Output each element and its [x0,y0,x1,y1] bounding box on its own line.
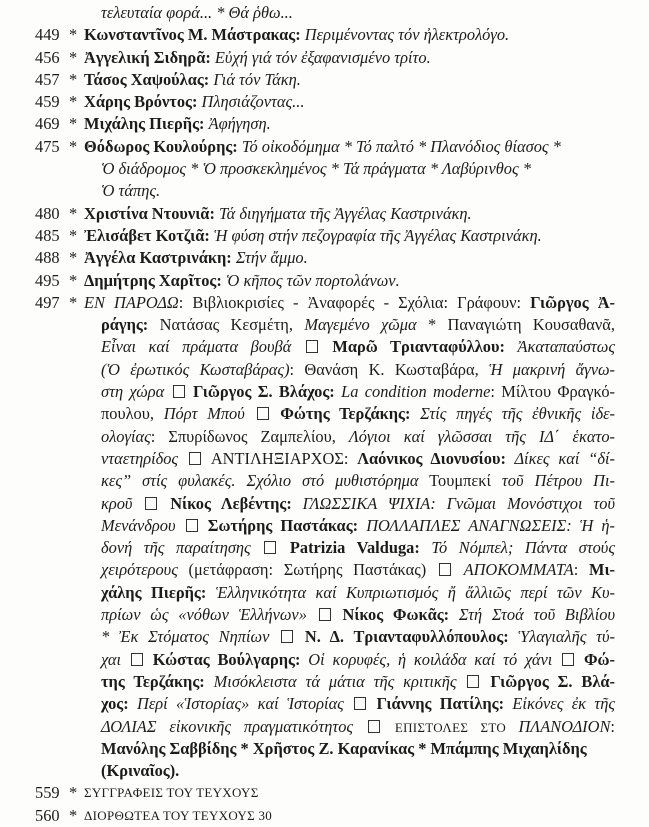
text-segment: Πόρτ Μπού [163,404,245,424]
separator-star: * [69,203,78,223]
author-name: Λαόνικος Διονυσίου: [357,448,506,468]
entry-title: Ὁ κῆπος τῶν πορτολάνων. [225,270,400,290]
author-name: Γιάννης Πατίλης: [376,694,505,714]
entry-title-continuation: Ὁ διάδρομος * Ὁ προσκεκλημένος * Τά πράγματα * Λαβύρινθος * [101,159,531,179]
text-segment: Τό Νόμπελ; Πάντα στούς [419,538,615,558]
text-segment: στη χώρα [101,382,165,402]
text-segment: Ἑλληνικότητα καί Κυπριωτισμός ἤ ἄλλιῶς περί τῶν Κυ- [206,582,615,602]
text-segment: La condition moderne [334,382,491,402]
text-segment: Εἶναι καί πράματα βουβά [101,337,292,357]
author-name: χάλης Πιερῆς: [101,582,207,602]
en-parodo-text [101,604,615,626]
author-name: Φώτης Τερζάκης: [280,404,411,424]
page-number: 449 [35,25,60,45]
section-divider-box-icon [189,452,201,465]
entry-text [84,113,271,135]
toc-entry-continuation [0,180,649,202]
toc-entry [0,782,649,804]
text-segment: Στή Στοά τοῦ Βιβλίου [449,605,615,625]
text-segment: ΑΝΤΙΛΗΞΙΑΡΧΟΣ: [210,448,358,468]
entry-author: Ἀγγέλα Καστρινάκη: [84,248,232,268]
entry-text [84,136,561,158]
en-parodo-text [101,716,615,739]
lead-fragment: τελευταία φορά... * Θά ῥθω... [101,3,293,22]
separator-star: * [69,114,78,134]
en-parodo-line [0,359,649,381]
text-segment: Στίς πηγές τῆς ἐθνικῆς ἰδε- [410,404,616,424]
en-parodo-text [101,582,615,604]
entry-author: Ἐλισάβετ Κοτζιᾶ: [84,225,210,245]
author-name: Ν. Δ. Τριανταφυλλόπουλος: [304,627,509,647]
en-parodo-line [0,559,649,581]
en-parodo-line [0,403,649,425]
section-divider-box-icon [354,697,366,710]
en-parodo-line [0,760,649,782]
separator-star: * [69,783,78,803]
section-divider-box-icon [131,653,143,666]
en-parodo-line [0,582,649,604]
entry-text [84,270,400,292]
en-parodo-text [101,559,615,581]
section-divider-box-icon [145,497,157,510]
en-parodo-text [101,671,615,693]
en-parodo-line [0,292,649,314]
text-segment: ΕΝ ΠΑΡΟΔΩ [84,292,179,312]
en-parodo-section [0,292,649,783]
text-segment: : Βιβλιοκρισίες - Ἀναφορές - Σχόλια: Γράφουν: [178,292,531,312]
page-number: 480 [35,203,60,223]
section-divider-box-icon [257,407,269,420]
toc-entry [0,203,649,225]
text-segment: : [573,560,589,580]
entry-title: Στήν ἄμμο. [235,248,308,268]
separator-star: * [69,47,78,67]
entry-text [84,247,308,269]
en-parodo-text [101,626,615,648]
author-name: Patrizia Valduga: [289,538,420,558]
entry-text [84,47,431,69]
text-segment: Εἰκόνες ἐκ τῆς [504,694,616,714]
author-name: Γιῶργος Σ. Βλάχος: [192,382,335,402]
page-number: 497 [35,292,60,312]
en-parodo-line [0,470,649,492]
entry-title: Πλησιάζοντας... [201,92,305,112]
entry-author: Κωνσταντῖνος Μ. Μάστρακας: [84,25,301,45]
section-divider-box-icon [319,608,331,621]
text-segment: : Θανάση Κ. Κωσταβάρα, [289,359,489,379]
author-name: Γιῶργος Ἀ- [530,292,616,312]
page-number: 456 [35,47,60,67]
text-segment: : Σπυρίδωνος Ζαμπελίου, [150,426,349,446]
entry-title: Περιμένοντας τόν ἠλεκτρολόγο. [304,25,510,45]
text-segment: τοῦ Πέτρου Πι- [501,471,615,491]
entry-title: ΔΙΟΡΘΩΤΕΑ ΤΟΥ ΤΕΥΧΟΥΣ 30 [84,807,273,823]
en-parodo-text [101,336,615,358]
author-name: Φώ- [583,649,615,669]
separator-star: * [69,248,78,268]
en-parodo-text [101,403,615,425]
author-name: (Κριναῖος). [101,761,180,781]
en-parodo-line [0,604,649,626]
entry-title: Ἡ φύση στήν πεζογραφία τῆς Ἀγγέλας Καστρινάκη. [213,225,542,245]
en-parodo-line [0,493,649,515]
page-number: 469 [35,114,60,134]
section-divider-box-icon [368,720,380,733]
en-parodo-text [101,381,615,403]
en-parodo-line [0,336,649,358]
page-number: 457 [35,69,60,89]
toc-entry [0,247,649,269]
en-parodo-text [101,760,615,782]
separator-star: * [69,25,78,45]
en-parodo-line [0,381,649,403]
entry-title: Ἀφήγηση. [208,114,271,134]
author-name: Νίκος Λεβέντης: [170,493,292,513]
toc-entries [0,24,649,292]
en-parodo-text [101,537,615,559]
text-segment: Νατάσας Κεσμέτη, [148,315,305,335]
closing-entries [0,782,649,827]
entry-title: Γιά τόν Τάκη. [213,69,301,89]
author-name: Γιῶργος Σ. Βλά- [490,671,615,691]
en-parodo-text [101,359,615,381]
page-number: 475 [35,136,60,156]
text-segment: νταετηρίδος [101,448,179,468]
entry-author: Δημήτρης Χαρῖτος: [84,270,222,290]
section-divider-box-icon [264,541,276,554]
en-parodo-text [101,426,615,448]
text-segment: Δίκες καί “δί- [505,448,615,468]
author-name: ράγης: [101,315,149,335]
en-parodo-text [101,649,615,671]
author-name: Σωτήρης Παστάκας: [207,515,359,535]
separator-star: * [69,69,78,89]
entry-author: Μιχάλης Πιερῆς: [84,114,205,134]
entry-text [84,225,542,247]
entry-text [84,24,509,46]
text-segment: ΕΠΙΣΤΟΛΕΣ ΣΤΟ [394,719,519,735]
toc-entry-continuation [0,158,649,180]
text-segment: (μετάφραση: Σωτήρης Παστάκας) [177,560,427,580]
text-segment: κροῦ [101,493,133,513]
en-parodo-line [0,626,649,648]
page-number: 495 [35,270,60,290]
text-segment: Τουμπεκί [418,471,502,491]
entry-author: Χάρης Βρόντος: [84,92,198,112]
text-segment: Μαγεμένο χῶμα [304,315,417,335]
en-parodo-text [101,470,615,492]
text-segment: ΑΠΟΚΟΜΜΑΤΑ [463,560,574,580]
text-segment: χειρότερους [101,560,178,580]
en-parodo-line [0,738,649,760]
lead-fragment-line [0,2,649,24]
text-segment: Ἀκαταπαύστως [504,337,615,357]
entry-title: Τά διηγήματα τῆς Ἀγγέλας Καστρινάκη. [219,203,472,223]
section-divider-box-icon [281,630,293,643]
en-parodo-line [0,537,649,559]
en-parodo-line [0,693,649,715]
en-parodo-line [0,649,649,671]
text-segment: χαι [101,649,122,669]
toc-entry [0,113,649,135]
author-name: Μαρῶ Τριανταφύλλου: [332,337,505,357]
section-divider-box-icon [467,675,479,688]
separator-star: * [69,92,78,112]
entry-text [84,91,304,113]
entry-title: Τό οἰκοδόμημα * Τό παλτό * Πλανόδιος θίασος * [241,136,561,156]
text-segment: ΠΛΑΝΟΔΙΟΝ [518,716,611,736]
text-segment: Περί «Ἱστορίας» καί Ἱστορίας [128,694,344,714]
toc-entry [0,136,649,158]
entry-title: ΣΥΓΓΡΑΦΕΙΣ ΤΟΥ ΤΕΥΧΟΥΣ [84,785,259,801]
entry-text [84,69,301,91]
en-parodo-text [101,448,615,470]
text-segment: : Μίλτου Φραγκό- [490,382,616,402]
author-name: χος: [101,694,129,714]
section-divider-box-icon [306,340,318,353]
entry-text [84,203,472,225]
separator-star: * [69,805,78,825]
en-parodo-line [0,515,649,537]
text-segment: ΓΛΩΣΣΙΚΑ ΨΙΧΙΑ: Γνῶμαι Μονόστιχοι τοῦ [291,493,615,513]
entry-author: Θόδωρος Κουλούρης: [84,136,238,156]
en-parodo-line [0,448,649,470]
en-parodo-text [101,738,615,760]
toc-entry [0,225,649,247]
toc-entry [0,24,649,46]
author-name: Κώστας Βούλγαρης: [152,649,301,669]
page-number: 560 [35,805,60,825]
en-parodo-text [101,314,615,336]
section-divider-box-icon [439,563,451,576]
separator-star: * [69,136,78,156]
text-segment: (Ὁ ἐρωτικός Κωσταβάρας) [101,359,290,379]
text-segment: Μισόκλειστα τά μάτια τῆς κριτικῆς [204,671,457,691]
entry-title: Εὐχή γιά τόν ἐξαφανισμένο τρίτο. [214,47,431,67]
separator-star: * [69,225,78,245]
text-segment: ολογίας [101,426,151,446]
entry-title-continuation: Ὁ τάπης. [101,181,161,201]
toc-entry [0,91,649,113]
en-parodo-text [84,292,615,314]
toc-entry [0,805,649,827]
text-segment: Ὑλαγιαλῆς τύ- [508,627,615,647]
text-segment: Λόγιοι καί γλῶσσαι τῆς ΙΔ΄ ἑκατο- [348,426,615,446]
page-number: 488 [35,248,60,268]
text-segment: * Παναγιώτη Κουσαθανᾶ, [416,315,615,335]
text-segment: πουλου, [101,404,164,424]
table-of-contents [0,2,649,827]
section-divider-box-icon [173,385,185,398]
author-name: Νίκος Φωκᾶς: [342,605,450,625]
text-segment: πρίων ὡς «νόθων Ἑλλήνων» [101,605,307,625]
text-segment: δονή τῆς παραίτησης [101,538,251,558]
en-parodo-line [0,671,649,693]
text-segment: Οἱ κορυφές, ἡ κοιλάδα καί τό χάνι [300,649,553,669]
page-number: 485 [35,225,60,245]
separator-star: * [69,292,78,312]
section-divider-box-icon [186,519,198,532]
toc-entry [0,47,649,69]
text-segment: Μενάνδρου [101,515,176,535]
page-number: 559 [35,783,60,803]
text-segment: ΔΟΛΙΑΣ εἰκονικῆς πραγματικότητος [101,716,354,736]
en-parodo-text [101,515,615,537]
entry-author: Τάσος Χαψούλας: [84,69,210,89]
text-segment: κες” στίς φυλακές. Σχόλιο στό μυθιστόρημα [101,471,419,491]
entry-author: Χριστίνα Ντουνιᾶ: [84,203,215,223]
toc-entry [0,270,649,292]
author-name: Μι- [588,560,615,580]
separator-star: * [69,270,78,290]
toc-entry [0,69,649,91]
en-parodo-line [0,716,649,738]
text-segment: ΠΟΛΛΑΠΛΕΣ ΑΝΑΓΝΩΣΕΙΣ: Ἡ ἡ- [358,515,615,535]
text-segment: : [610,716,615,736]
en-parodo-line [0,426,649,448]
page-number: 459 [35,92,60,112]
en-parodo-text [101,693,615,715]
text-segment: * Ἐκ Στόματος Νηπίων [101,627,270,647]
text-segment: Ἡ μακρινή ἄγνω- [489,359,615,379]
section-divider-box-icon [562,653,574,666]
author-name: της Τερζάκης: [101,671,205,691]
en-parodo-line [0,314,649,336]
en-parodo-text [101,493,615,515]
entry-author: Ἀγγελική Σιδηρᾶ: [84,47,211,67]
author-name: Μανόλης Σαββίδης * Χρῆστος Ζ. Καρανίκας * Μπάμπης Μιχαηλίδης [101,738,587,758]
